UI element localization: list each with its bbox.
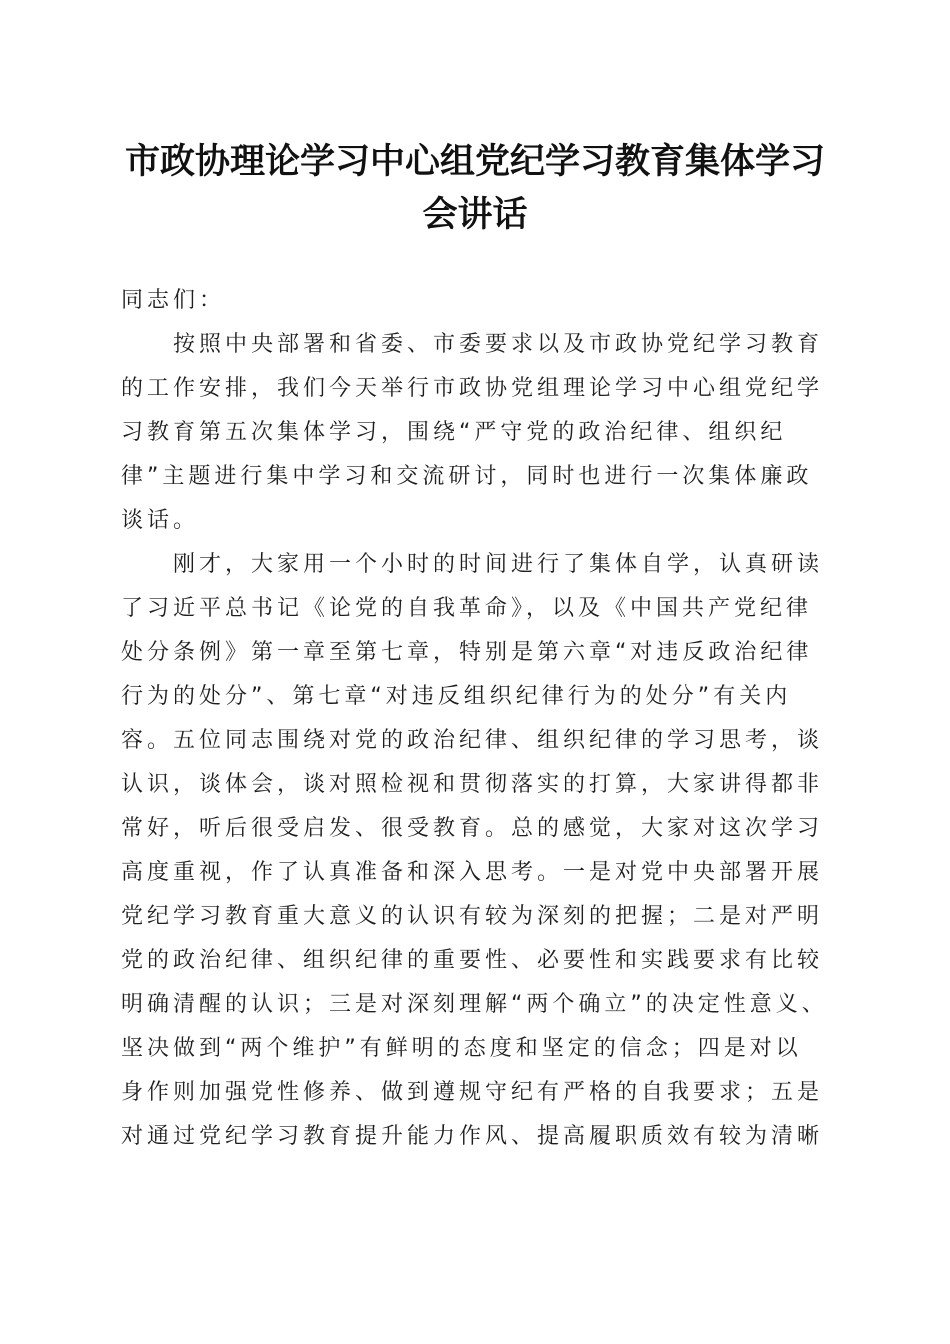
paragraph-line: 坚决做到“两个维护”有鲜明的态度和坚定的信念；四是对以 xyxy=(121,1036,802,1061)
paragraph-line: 律”主题进行集中学习和交流研讨，同时也进行一次集体廉政 xyxy=(121,464,813,489)
paragraph-line: 党的政治纪律、组织纪律的重要性、必要性和实践要求有比较 xyxy=(121,948,824,973)
paragraph-line: 的工作安排，我们今天举行市政协党组理论学习中心组党纪学 xyxy=(121,376,824,401)
paragraph-line: 容。五位同志围绕对党的政治纪律、组织纪律的学习思考，谈 xyxy=(121,728,824,753)
paragraph-line: 常好，听后很受启发、很受教育。总的感觉，大家对这次学习 xyxy=(121,816,824,841)
paragraph-line: 高度重视，作了认真准备和深入思考。一是对党中央部署开展 xyxy=(121,860,824,885)
paragraph-line: 了习近平总书记《论党的自我革命》，以及《中国共产党纪律 xyxy=(121,596,813,621)
title-line-1: 市政协理论学习中心组党纪学习教育集体学习 xyxy=(124,141,825,182)
paragraph-line: 党纪学习教育重大意义的认识有较为深刻的把握；二是对严明 xyxy=(121,904,824,929)
paragraph-line: 对通过党纪学习教育提升能力作风、提高履职质效有较为清晰 xyxy=(121,1124,824,1149)
paragraph-line: 处分条例》第一章至第七章，特别是第六章“对违反政治纪律 xyxy=(121,640,813,665)
paragraph-line: 行为的处分”、第七章“对违反组织纪律行为的处分”有关内 xyxy=(121,684,792,709)
document-title xyxy=(100,135,850,241)
document-body xyxy=(121,279,835,1159)
salutation: 同志们： xyxy=(121,288,226,313)
paragraph-line: 身作则加强党性修养、做到遵规守纪有严格的自我要求；五是 xyxy=(121,1080,824,1105)
paragraph-line: 认识，谈体会，谈对照检视和贯彻落实的打算，大家讲得都非 xyxy=(121,772,824,797)
paragraph-line: 谈话。 xyxy=(121,508,200,533)
paragraph-1 xyxy=(121,323,835,543)
paragraph-line: 习教育第五次集体学习，围绕“严守党的政治纪律、组织纪 xyxy=(121,420,787,445)
paragraph-line: 按照中央部署和省委、市委要求以及市政协党纪学习教育 xyxy=(173,332,824,357)
paragraph-line: 明确清醒的认识；三是对深刻理解“两个确立”的决定性意义、 xyxy=(121,992,828,1017)
title-line-2: 会讲话 xyxy=(422,194,528,235)
paragraph-line: 刚才，大家用一个小时的时间进行了集体自学，认真研读 xyxy=(173,552,824,577)
paragraph-2 xyxy=(121,543,835,1159)
